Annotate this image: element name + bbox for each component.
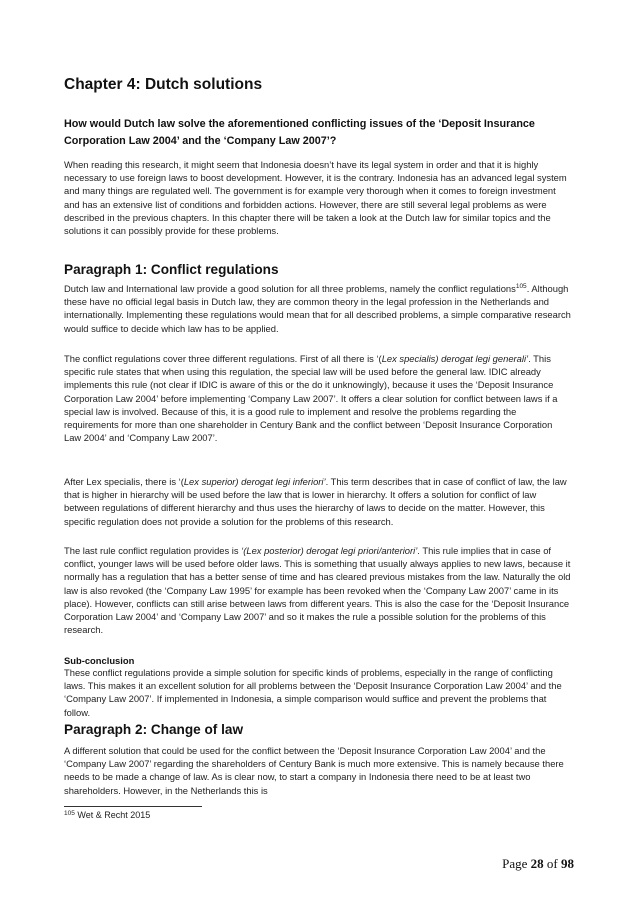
- paragraph2-text: A different solution that could be used for the conflict between the ‘Deposit Insurance Corporation Law 2004’ and the ‘Company Law 2007’ regarding the shareholders of Century Bank is much more extensive. This is namely because there needs to be made a change of law. As is clear now, to start a company in Indonesia there need to be at least two shareholders. However, in the Netherlands this is: [64, 745, 564, 796]
- paragraph1-text-2: The conflict regulations cover three different regulations. First of all there is ‘(Lex specialis) derogat legi generali’. This specific rule states that when using this regulation, the special law will be used before the general law. IDIC already implements this rule (not clear if IDIC is aware of this or the do it unknowingly), because it uses the ‘Deposit Insurance Corporation Law 2004’ before implementing ‘Company Law 2007’. It offers a clear solution for conflict between laws if a special law is involved. Because of this, it is a good rule to implement and resolve the problems regarding the requirements for more than one shareholder in Century Bank and the conflict between ‘Deposit Insurance Corporation Law 2004’ and ‘Company Law 2007’.: [64, 353, 558, 444]
- subconclusion-heading: Sub-conclusion: [64, 655, 135, 666]
- total-pages: 98: [561, 856, 574, 871]
- paragraph1-heading: Paragraph 1: Conflict regulations: [64, 262, 279, 277]
- document-page: [64, 0, 574, 902]
- lex-posterior-term: ‘(Lex posterior) derogat legi priori/anteriori’: [241, 545, 418, 556]
- research-question-heading: How would Dutch law solve the aforementioned conflicting issues of the ‘Deposit Insurance Corporation Law 2004’ and the ‘Company Law 2007’?: [64, 118, 535, 147]
- paragraph1-text-1: Dutch law and International law provide a good solution for all three problems, namely the conflict regulations$^{105}$. Although these have no official legal basis in Dutch law, they are common theory in the legal profession in the Netherlands and internationally. Implementing these regulations would mean that for all described problems, a simple comparative research would suffice to decide which law has to be applied.: [64, 283, 571, 334]
- subconclusion-text: These conflict regulations provide a simple solution for specific kinds of problems, especially in the range of conflicting laws. This makes it an excellent solution for all problems between the ‘Deposit Insurance Corporation Law 2004’ and the ‘Company Law 2007’. If implemented in Indonesia, a simple comparison would suffice and prevent the problems that follow.: [64, 667, 562, 718]
- footnote-number: 105: [64, 810, 75, 817]
- chapter-title: Chapter 4: Dutch solutions: [64, 76, 263, 93]
- paragraph2-heading: Paragraph 2: Change of law: [64, 722, 244, 737]
- footnote-text: Wet & Recht 2015: [74, 810, 151, 820]
- lex-specialis-term: Lex specialis) derogat legi generali’: [381, 353, 529, 364]
- intro-paragraph: When reading this research, it might seem that Indonesia doesn’t have its legal system in order and that it is highly necessary to use foreign laws to boost development. However, it is the contrary. Indonesia has an advanced legal system and many things are regulated well. The government is for example very thorough when it comes to foreign investment and has an extensive list of conditions and forbidden actions. However, there are still several legal problems as were described in the previous chapters. In this chapter there will be taken a look at the Dutch law for similar topics and the solutions it can possibly provide for these problems.: [64, 159, 567, 237]
- footnote-divider: [64, 806, 202, 807]
- paragraph1-text-4: The last rule conflict regulation provides is ‘(Lex posterior) derogat legi priori/anteriori’. This rule implies that in case of conflict, younger laws will be used before older laws. This is something that usually always applies to new laws, because it normally has a regulation that has a better sense of time and has cleared previous mistakes from the law. Naturally the old law is also revoked (the ‘Company Law 1995’ for example has been revoked when the ‘Company Law 2007’ came in its place). However, conflicts can still arise between laws from different years. This is also the case for the ‘Deposit Insurance Corporation Law 2004’ and ‘Company Law 2007’ and so it makes the rule a possible solution for the problems of this research.: [64, 545, 571, 636]
- lex-superior-term: Lex superior) derogat legi inferiori’: [183, 476, 326, 487]
- current-page: 28: [530, 856, 544, 871]
- footnote: [64, 810, 150, 820]
- paragraph1-text-3: After Lex specialis, there is ‘(Lex superior) derogat legi inferiori’. This term describes that in case of conflict of law, the law that is higher in hierarchy will be used before the law that is lower in hierarchy. It offers a solution for conflict of law between regulations of different hierarchy and thus uses the hierarchy of laws to decide on the matter. However, this specific regulation does not provide a solution for the problems of this research.: [64, 476, 567, 527]
- page-number: Page 28 of 98: [502, 856, 574, 871]
- footnote-ref-105[interactable]: 105: [515, 283, 527, 290]
